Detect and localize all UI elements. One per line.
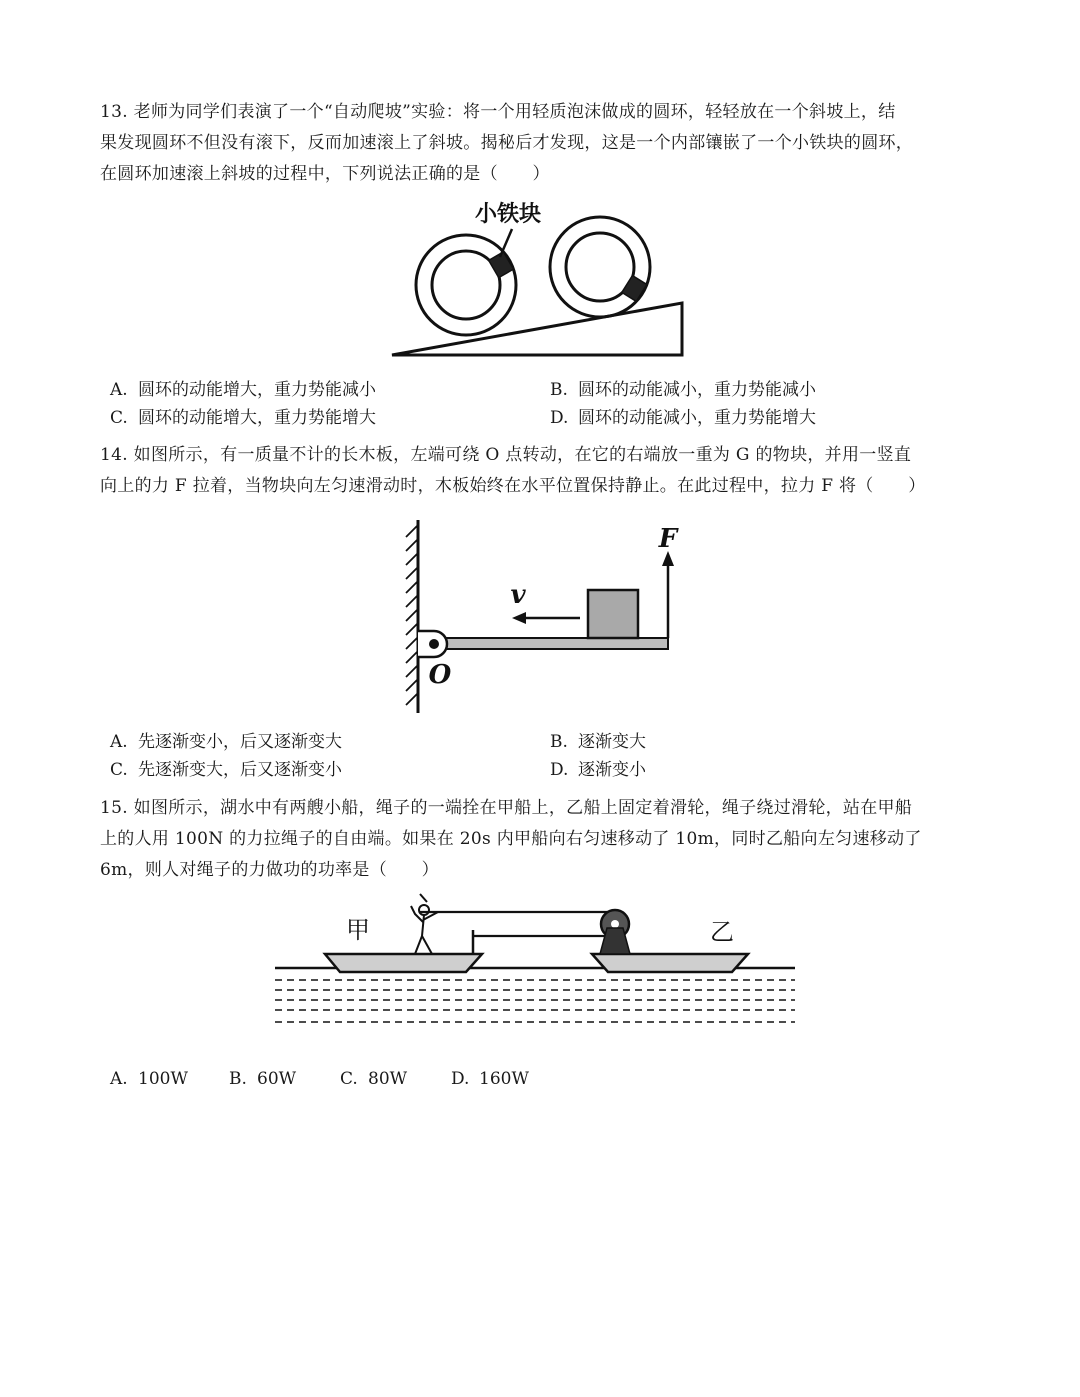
block-g [588, 590, 638, 638]
option-text: 先逐渐变小，后又逐渐变大 [138, 732, 342, 752]
boat-jia [325, 954, 482, 972]
question-14-line-1: 14. 如图所示，有一质量不计的长木板，左端可绕 O 点转动，在它的右端放一重为 G 的物块，并用一竖直 [100, 445, 912, 465]
boat-jia-label: 甲 [346, 916, 370, 944]
option-15-b[interactable] [229, 1065, 296, 1093]
option-text: 圆环的动能增大，重力势能减小 [138, 380, 376, 400]
velocity-arrow-head [512, 612, 526, 624]
iron-block-label: 小铁块 [474, 202, 542, 227]
question-14-text [100, 440, 980, 502]
option-text: 圆环的动能减小，重力势能减小 [578, 380, 816, 400]
option-letter: D. [550, 760, 569, 780]
option-text: 逐渐变小 [578, 760, 646, 780]
pivot-pin [429, 639, 439, 649]
option-text: 80W [368, 1069, 408, 1089]
pulley-axle [611, 920, 619, 928]
question-14-line-2: 向上的力 F 拉着，当物块向左匀速滑动时，木板始终在水平位置保持静止。在此过程中，拉力 F 将（ ） [100, 476, 926, 496]
boat-yi [592, 954, 748, 972]
question-13-line-3: 在圆环加速滚上斜坡的过程中，下列说法正确的是（ ） [100, 164, 550, 184]
iron-block-right [622, 275, 647, 301]
option-letter: B. [550, 732, 568, 752]
option-14-b[interactable] [550, 728, 646, 756]
option-15-d[interactable] [451, 1065, 529, 1093]
question-15-line-2: 上的人用 100N 的力拉绳子的自由端。如果在 20s 内甲船向右匀速移动了 10m，同时乙船向左匀速移动了 [100, 829, 922, 849]
option-letter: A. [110, 380, 128, 400]
option-15-a[interactable] [110, 1065, 188, 1093]
option-text: 圆环的动能增大，重力势能增大 [138, 408, 376, 428]
ring-right [550, 217, 650, 317]
question-13-text [100, 97, 980, 190]
question-15-line-3: 6m，则人对绳子的力做功的功率是（ ） [100, 860, 439, 880]
question-13-line-2: 果发现圆环不但没有滚下，反而加速滚上了斜坡。揭秘后才发现，这是一个内部镶嵌了一个小铁块的圆环， [100, 133, 914, 153]
question-14-figure [390, 515, 690, 720]
question-13-options [110, 376, 980, 432]
wall-hatching [406, 525, 418, 705]
pivot-label: O [428, 660, 452, 690]
slope-shape [392, 303, 682, 355]
option-13-b[interactable] [550, 376, 816, 404]
boat-yi-label: 乙 [710, 918, 734, 946]
question-15-figure [270, 888, 800, 1030]
option-13-c[interactable] [110, 404, 376, 432]
force-label: F [658, 524, 678, 554]
option-letter: B. [550, 380, 568, 400]
option-letter: A. [110, 732, 128, 752]
option-letter: B. [229, 1069, 247, 1089]
option-letter: C. [110, 408, 128, 428]
option-14-a[interactable] [110, 728, 342, 756]
question-15-options [110, 1065, 980, 1093]
option-text: 圆环的动能减小，重力势能增大 [578, 408, 816, 428]
velocity-label: v [510, 580, 526, 610]
option-text: 100W [138, 1069, 188, 1089]
question-14-options [110, 728, 980, 784]
question-15-line-1: 15. 如图所示，湖水中有两艘小船，绳子的一端拴在甲船上，乙船上固定着滑轮，绳子绕过滑轮，站在甲船 [100, 798, 913, 818]
question-13-line-1: 13. 老师为同学们表演了一个“自动爬坡”实验：将一个用轻质泡沫做成的圆环，轻轻放在一个斜坡上，结 [100, 102, 896, 122]
option-letter: C. [110, 760, 128, 780]
option-14-d[interactable] [550, 756, 646, 784]
wooden-board [434, 638, 668, 649]
option-13-a[interactable] [110, 376, 376, 404]
option-15-c[interactable] [340, 1065, 407, 1093]
option-text: 先逐渐变大，后又逐渐变小 [138, 760, 342, 780]
option-letter: D. [451, 1069, 470, 1089]
option-text: 逐渐变大 [578, 732, 646, 752]
option-13-d[interactable] [550, 404, 816, 432]
option-text: 160W [479, 1069, 529, 1089]
option-14-c[interactable] [110, 756, 342, 784]
option-letter: A. [110, 1069, 128, 1089]
person-figure [411, 894, 438, 954]
question-15-text [100, 793, 980, 886]
ring-left [416, 235, 516, 335]
option-letter: C. [340, 1069, 358, 1089]
question-13-figure [380, 195, 700, 365]
water-waves [275, 980, 795, 1022]
option-text: 60W [257, 1069, 297, 1089]
option-letter: D. [550, 408, 569, 428]
